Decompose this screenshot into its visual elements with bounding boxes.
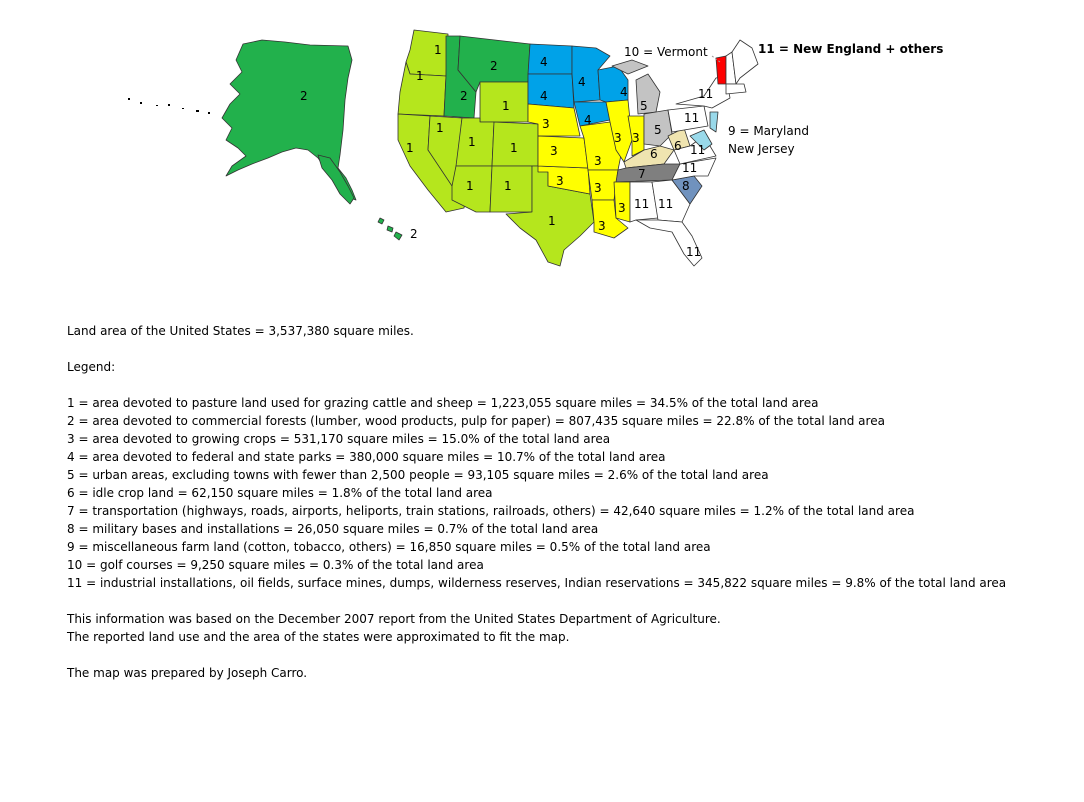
label-texas: 1 <box>548 214 556 228</box>
legend-heading: Legend: <box>67 360 116 374</box>
label-minnesota: 4 <box>578 75 586 89</box>
label-tennessee: 7 <box>638 167 646 181</box>
label-virginia: 11 <box>690 143 706 157</box>
callout-maryland: 9 = Maryland <box>728 124 809 138</box>
label-pennsylvania: 11 <box>684 111 700 125</box>
us-map-svg <box>0 0 1084 300</box>
label-ohio: 5 <box>654 123 662 137</box>
callout-new-jersey: New Jersey <box>728 142 795 156</box>
label-south-carolina: 8 <box>682 179 690 193</box>
label-oklahoma: 3 <box>556 174 564 188</box>
region-arkansas <box>588 170 618 200</box>
legend-item: 10 = golf courses = 9,250 square miles = 0.3% of the total land area <box>67 558 484 572</box>
label-georgia: 11 <box>658 197 674 211</box>
legend-item: 6 = idle crop land = 62,150 square miles = 1.8% of the total land area <box>67 486 493 500</box>
legend-item: 3 = area devoted to growing crops = 531,170 square miles = 15.0% of the total land area <box>67 432 611 446</box>
label-washington-b: 1 <box>416 69 424 83</box>
label-utah: 1 <box>510 141 518 155</box>
legend-item: 7 = transportation (highways, roads, airports, heliports, train stations, railroads, others) = 42,640 square miles = 1.2% of the total land area <box>67 504 915 518</box>
region-south-dakota <box>528 74 574 108</box>
region-florida <box>636 220 702 266</box>
label-west-virginia: 6 <box>674 139 682 153</box>
source-text-2: The reported land use and the area of the states were approximated to fit the map. <box>67 630 570 644</box>
label-alaska: 2 <box>300 89 308 103</box>
label-nebraska: 3 <box>542 117 550 131</box>
label-louisiana: 3 <box>598 219 606 233</box>
label-missouri: 3 <box>594 154 602 168</box>
legend-item: 2 = area devoted to commercial forests (lumber, wood products, pulp for paper) = 807,435 square miles = 22.8% of the total land area <box>67 414 885 428</box>
label-arizona: 1 <box>466 179 474 193</box>
label-indiana: 3 <box>632 131 640 145</box>
legend-item: 1 = area devoted to pasture land used for grazing cattle and sheep = 1,223,055 square miles = 34.5% of the total land area <box>67 396 819 410</box>
label-florida: 11 <box>686 245 702 259</box>
land-use-map <box>0 0 1084 300</box>
legend-item: 4 = area devoted to federal and state parks = 380,000 square miles = 10.7% of the total land area <box>67 450 666 464</box>
region-aleutians <box>128 98 210 114</box>
label-alabama: 11 <box>634 197 650 211</box>
region-vermont <box>716 56 726 84</box>
region-maine <box>732 40 758 84</box>
legend-item: 8 = military bases and installations = 26,050 square miles = 0.7% of the total land area <box>67 522 599 536</box>
label-washington-a: 1 <box>434 43 442 57</box>
map-description <box>67 322 1006 682</box>
label-north-dakota: 4 <box>540 55 548 69</box>
region-massachusetts <box>726 84 746 94</box>
label-hawaii: 2 <box>410 227 418 241</box>
label-idaho: 2 <box>460 89 468 103</box>
credit-text: The map was prepared by Joseph Carro. <box>67 666 308 680</box>
source-text-1: This information was based on the December 2007 report from the United States Department of Agriculture. <box>67 612 721 626</box>
legend-list <box>67 394 1006 592</box>
legend-item: 11 = industrial installations, oil fields, surface mines, dumps, wilderness reserves, Indian reservations = 345,822 square miles = 9.8% of the total land area <box>67 576 1007 590</box>
region-new-jersey <box>710 112 718 132</box>
callout-new-england: 11 = New England + others <box>758 42 944 56</box>
region-hawaii <box>378 218 402 240</box>
label-new-mexico: 1 <box>504 179 512 193</box>
region-north-dakota <box>528 44 572 74</box>
label-new-york: 11 <box>698 87 714 101</box>
label-kentucky: 6 <box>650 147 658 161</box>
label-illinois: 3 <box>614 131 622 145</box>
region-kansas <box>538 136 588 168</box>
label-mississippi: 3 <box>618 201 626 215</box>
label-wisconsin: 4 <box>620 85 628 99</box>
label-kansas: 3 <box>550 144 558 158</box>
label-south-dakota: 4 <box>540 89 548 103</box>
label-arkansas: 3 <box>594 181 602 195</box>
callout-vermont: 10 = Vermont <box>624 45 708 59</box>
legend-item: 9 = miscellaneous farm land (cotton, tobacco, others) = 16,850 square miles = 0.5% of the total land area <box>67 540 711 554</box>
label-north-carolina: 11 <box>682 161 698 175</box>
label-california: 1 <box>406 141 414 155</box>
label-oregon: 1 <box>436 121 444 135</box>
label-montana: 2 <box>490 59 498 73</box>
land-area-text: Land area of the United States = 3,537,380 square miles. <box>67 324 414 338</box>
label-wyoming: 1 <box>502 99 510 113</box>
label-nevada: 1 <box>468 135 476 149</box>
region-washington <box>406 30 448 76</box>
label-iowa: 4 <box>584 113 592 127</box>
label-michigan: 5 <box>640 99 648 113</box>
legend-item: 5 = urban areas, excluding towns with fewer than 2,500 people = 93,105 square miles = 2.6% of the total land area <box>67 468 769 482</box>
